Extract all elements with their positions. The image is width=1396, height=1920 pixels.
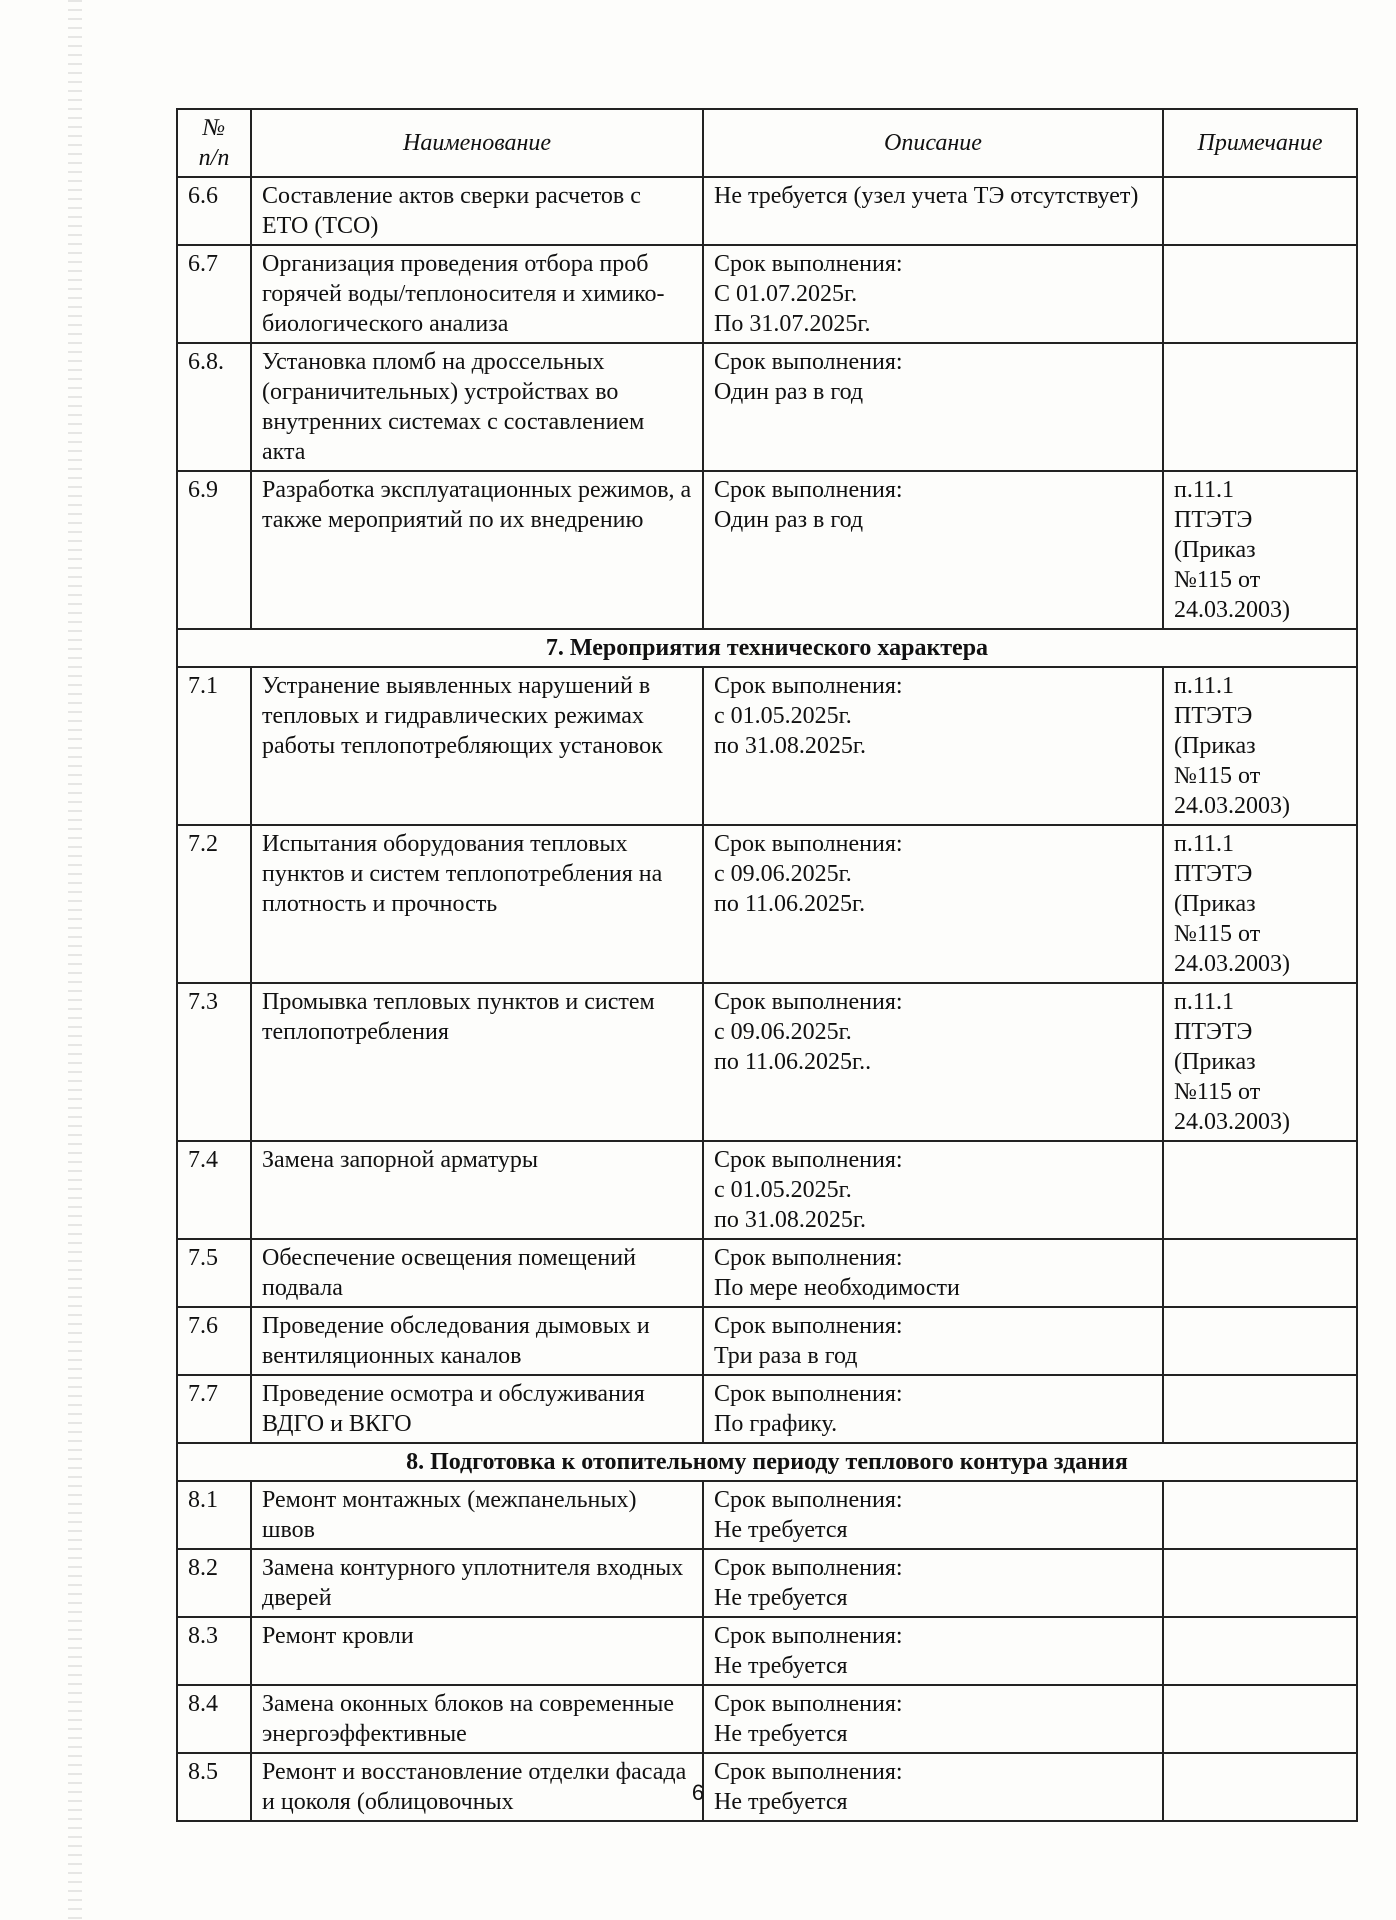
row-description: Срок выполнения: Не требуется xyxy=(703,1753,1163,1821)
row-name: Организация проведения отбора проб горячей воды/теплоносителя и химико-биологического анализа xyxy=(251,245,703,343)
row-name: Замена контурного уплотнителя входных дверей xyxy=(251,1549,703,1617)
section-7-title: 7. Мероприятия технического характера xyxy=(177,629,1357,667)
row-description: Срок выполнения: С 01.07.2025г. По 31.07.2025г. xyxy=(703,245,1163,343)
row-num: 8.3 xyxy=(177,1617,251,1685)
table-row xyxy=(177,1617,1357,1685)
row-description: Срок выполнения: По графику. xyxy=(703,1375,1163,1443)
row-description: Срок выполнения: с 09.06.2025г. по 11.06.2025г. xyxy=(703,825,1163,983)
section-heading-row xyxy=(177,629,1357,667)
row-note: п.11.1 ПТЭТЭ (Приказ №115 от 24.03.2003) xyxy=(1163,667,1357,825)
row-num: 8.4 xyxy=(177,1685,251,1753)
row-note xyxy=(1163,1617,1357,1685)
row-description: Срок выполнения: Не требуется xyxy=(703,1685,1163,1753)
row-description: Срок выполнения: с 01.05.2025г. по 31.08.2025г. xyxy=(703,667,1163,825)
row-num: 7.1 xyxy=(177,667,251,825)
row-note xyxy=(1163,1239,1357,1307)
section-heading-row xyxy=(177,1443,1357,1481)
row-name: Замена запорной арматуры xyxy=(251,1141,703,1239)
table-row xyxy=(177,177,1357,245)
row-note: п.11.1 ПТЭТЭ (Приказ №115 от 24.03.2003) xyxy=(1163,825,1357,983)
table-row xyxy=(177,471,1357,629)
row-note: п.11.1 ПТЭТЭ (Приказ №115 от 24.03.2003) xyxy=(1163,983,1357,1141)
table-row xyxy=(177,343,1357,471)
table-row xyxy=(177,983,1357,1141)
row-note xyxy=(1163,1141,1357,1239)
table-row xyxy=(177,245,1357,343)
row-note xyxy=(1163,1375,1357,1443)
header-name: Наименование xyxy=(251,109,703,177)
table-row xyxy=(177,667,1357,825)
row-name: Установка пломб на дроссельных (ограничительных) устройствах во внутренних системах с составлением акта xyxy=(251,343,703,471)
row-description: Срок выполнения: Не требуется xyxy=(703,1481,1163,1549)
row-description: Срок выполнения: Не требуется xyxy=(703,1549,1163,1617)
row-num: 6.9 xyxy=(177,471,251,629)
header-note: Примечание xyxy=(1163,109,1357,177)
row-name: Замена оконных блоков на современные энергоэффективные xyxy=(251,1685,703,1753)
table-row xyxy=(177,1141,1357,1239)
row-num: 8.1 xyxy=(177,1481,251,1549)
row-num: 7.5 xyxy=(177,1239,251,1307)
row-num: 7.4 xyxy=(177,1141,251,1239)
table-row xyxy=(177,1481,1357,1549)
section-8-title: 8. Подготовка к отопительному периоду теплового контура здания xyxy=(177,1443,1357,1481)
table-row xyxy=(177,1239,1357,1307)
row-name: Составление актов сверки расчетов с ЕТО (ТСО) xyxy=(251,177,703,245)
row-name: Ремонт и восстановление отделки фасада и цоколя (облицовочных xyxy=(251,1753,703,1821)
row-num: 7.2 xyxy=(177,825,251,983)
row-num: 6.6 xyxy=(177,177,251,245)
row-num: 6.8. xyxy=(177,343,251,471)
row-note xyxy=(1163,1307,1357,1375)
row-name: Разработка эксплуатационных режимов, а также мероприятий по их внедрению xyxy=(251,471,703,629)
row-note: п.11.1 ПТЭТЭ (Приказ №115 от 24.03.2003) xyxy=(1163,471,1357,629)
row-description: Срок выполнения: Один раз в год xyxy=(703,471,1163,629)
row-description: Срок выполнения: По мере необходимости xyxy=(703,1239,1163,1307)
row-note xyxy=(1163,1549,1357,1617)
table-row xyxy=(177,1375,1357,1443)
row-num: 8.2 xyxy=(177,1549,251,1617)
row-name: Проведение обследования дымовых и вентиляционных каналов xyxy=(251,1307,703,1375)
table-row xyxy=(177,1685,1357,1753)
scan-edge-artifact xyxy=(68,0,82,1920)
row-description: Срок выполнения: с 09.06.2025г. по 11.06.2025г.. xyxy=(703,983,1163,1141)
row-description: Срок выполнения: Один раз в год xyxy=(703,343,1163,471)
row-description: Не требуется (узел учета ТЭ отсутствует) xyxy=(703,177,1163,245)
row-name: Ремонт монтажных (межпанельных) швов xyxy=(251,1481,703,1549)
row-note xyxy=(1163,177,1357,245)
row-note xyxy=(1163,1481,1357,1549)
page-number: 6 xyxy=(691,1780,705,1805)
table-header-row xyxy=(177,109,1357,177)
row-description: Срок выполнения: с 01.05.2025г. по 31.08.2025г. xyxy=(703,1141,1163,1239)
header-num: № п/п xyxy=(177,109,251,177)
row-name: Обеспечение освещения помещений подвала xyxy=(251,1239,703,1307)
row-num: 6.7 xyxy=(177,245,251,343)
header-description: Описание xyxy=(703,109,1163,177)
row-name: Устранение выявленных нарушений в тепловых и гидравлических режимах работы теплопотребляющих установок xyxy=(251,667,703,825)
row-num: 8.5 xyxy=(177,1753,251,1821)
table-row xyxy=(177,1549,1357,1617)
table-row xyxy=(177,825,1357,983)
row-note xyxy=(1163,343,1357,471)
row-description: Срок выполнения: Три раза в год xyxy=(703,1307,1163,1375)
table-row xyxy=(177,1307,1357,1375)
row-name: Испытания оборудования тепловых пунктов и систем теплопотребления на плотность и прочность xyxy=(251,825,703,983)
row-num: 7.6 xyxy=(177,1307,251,1375)
row-name: Ремонт кровли xyxy=(251,1617,703,1685)
row-note xyxy=(1163,1685,1357,1753)
row-num: 7.7 xyxy=(177,1375,251,1443)
row-description: Срок выполнения: Не требуется xyxy=(703,1617,1163,1685)
works-table xyxy=(176,108,1358,1822)
row-name: Промывка тепловых пунктов и систем теплопотребления xyxy=(251,983,703,1141)
row-name: Проведение осмотра и обслуживания ВДГО и ВКГО xyxy=(251,1375,703,1443)
row-num: 7.3 xyxy=(177,983,251,1141)
row-note xyxy=(1163,245,1357,343)
